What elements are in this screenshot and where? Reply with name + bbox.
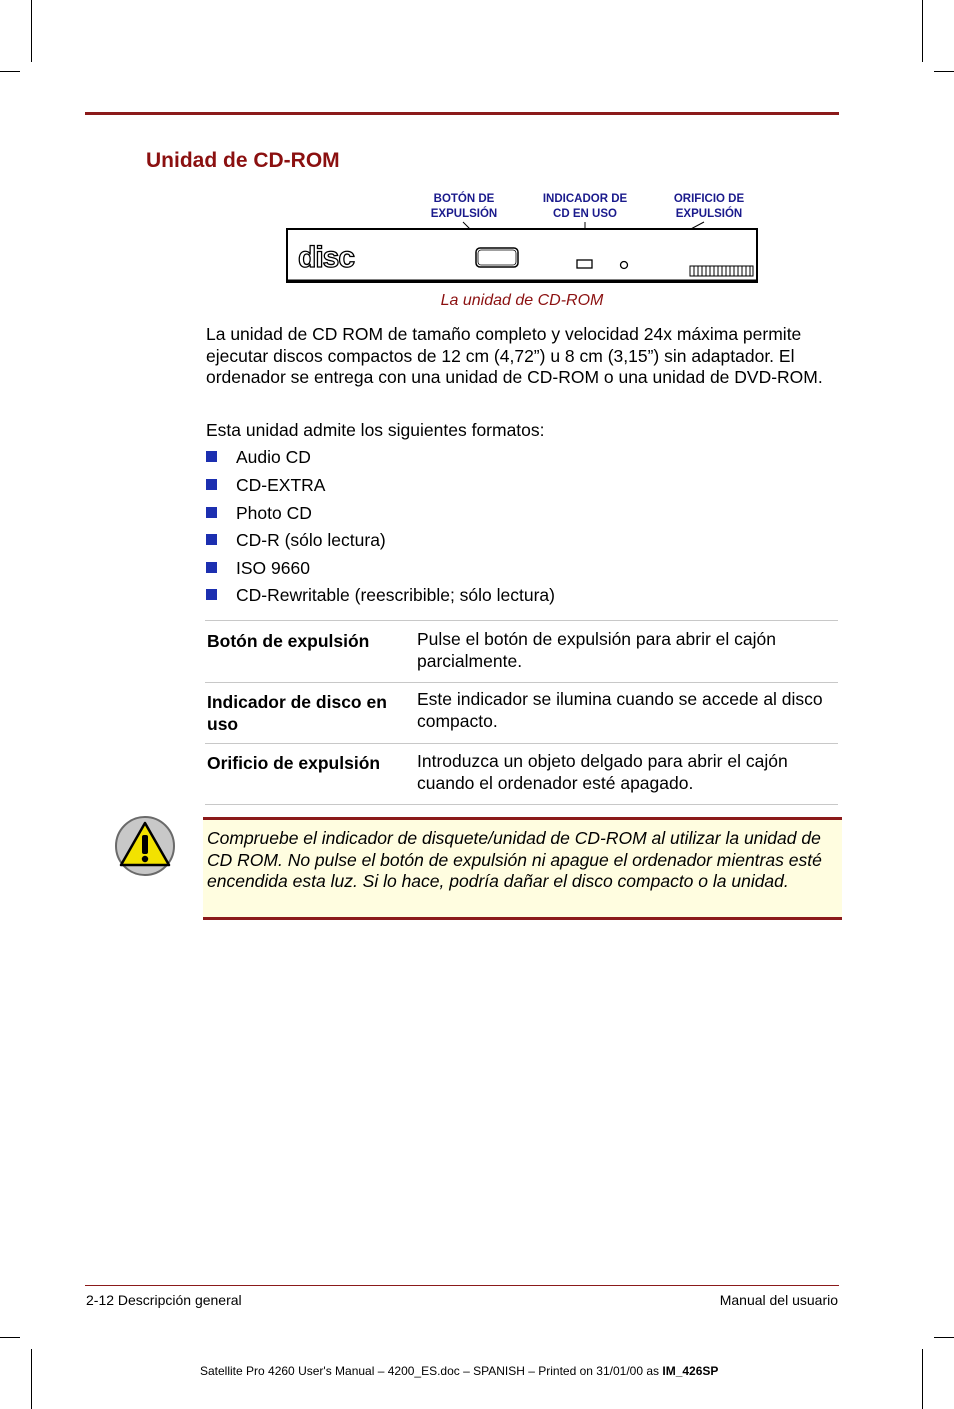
callout-line: ORIFICIO DE	[673, 193, 745, 205]
callout-line: CD EN USO	[553, 208, 617, 220]
print-line	[200, 1364, 718, 1378]
footer-left: 2-12 Descripción general	[86, 1292, 242, 1308]
bullet-square-icon	[206, 479, 217, 490]
crop-mark	[0, 71, 20, 72]
bullet-square-icon	[206, 451, 217, 462]
caution-text: Compruebe el indicador de disquete/unidad de CD-ROM al utilizar la unidad de CD ROM. No pulse el botón de expulsión ni apague el ordenador mientras esté encendida esta luz. Si lo hace, podría dañar el disco compacto o la unidad.	[207, 828, 822, 891]
list-item: CD-R (sólo lectura)	[206, 530, 386, 551]
eject-button-shape	[476, 248, 518, 267]
figure-caption: La unidad de CD-ROM	[440, 292, 604, 309]
list-item: CD-Rewritable (reescribible; sólo lectura)	[206, 585, 555, 606]
table-term: Indicador de disco en uso	[207, 692, 387, 734]
vent-grille	[690, 266, 753, 276]
table-term: Orificio de expulsión	[207, 753, 381, 773]
footer-right: Manual del usuario	[719, 1292, 838, 1308]
in-use-indicator-shape	[577, 260, 592, 268]
callout-line: EXPULSIÓN	[430, 208, 498, 220]
crop-mark	[934, 1337, 954, 1338]
list-item: Audio CD	[206, 447, 311, 468]
print-line-code: IM_426SP	[662, 1364, 719, 1378]
crop-mark	[934, 71, 954, 72]
list-item: ISO 9660	[206, 558, 310, 579]
table-row	[205, 620, 838, 682]
footer-rule	[85, 1285, 839, 1286]
list-item: Photo CD	[206, 503, 312, 524]
crop-mark	[922, 0, 923, 62]
table-row	[205, 682, 838, 743]
print-line-text: Satellite Pro 4260 User's Manual – 4200_ES.doc – SPANISH – Printed on 31/01/00 as	[200, 1364, 663, 1378]
bullet-square-icon	[206, 589, 217, 600]
table-description: Este indicador se ilumina cuando se accede al disco compacto.	[417, 689, 823, 731]
header-rule	[85, 112, 839, 115]
eject-hole-shape	[621, 262, 628, 269]
formats-intro: Esta unidad admite los siguientes formatos:	[206, 420, 545, 440]
crop-mark	[0, 1337, 20, 1338]
bullet-square-icon	[206, 562, 217, 573]
drive-bezel	[287, 229, 757, 282]
callout-line: INDICADOR DE	[542, 193, 628, 205]
crop-mark	[31, 0, 32, 62]
table-row	[205, 743, 838, 805]
cd-rom-drive-illustration	[280, 218, 765, 288]
list-item: CD-EXTRA	[206, 475, 325, 496]
caution-box	[203, 817, 842, 920]
crop-mark	[31, 1349, 32, 1409]
table-term: Botón de expulsión	[207, 631, 370, 651]
bullet-square-icon	[206, 507, 217, 518]
disc-logo: disc	[298, 241, 355, 274]
intro-paragraph: La unidad de CD ROM de tamaño completo y velocidad 24x máxima permite ejecutar discos compactos de 12 cm (4,72”) u 8 cm (3,15”) sin adaptador. El ordenador se entrega con una unidad de CD-ROM o una unidad de DVD-ROM.	[206, 324, 823, 387]
section-title: Unidad de CD-ROM	[146, 149, 340, 172]
table-description: Introduzca un objeto delgado para abrir el cajón cuando el ordenador esté apagado.	[417, 751, 788, 793]
callout-line: EXPULSIÓN	[675, 208, 743, 220]
crop-mark	[922, 1349, 923, 1409]
callout-line: BOTÓN DE	[433, 193, 495, 205]
warning-icon	[114, 815, 176, 877]
bullet-square-icon	[206, 534, 217, 545]
table-description: Pulse el botón de expulsión para abrir el cajón parcialmente.	[417, 629, 776, 671]
